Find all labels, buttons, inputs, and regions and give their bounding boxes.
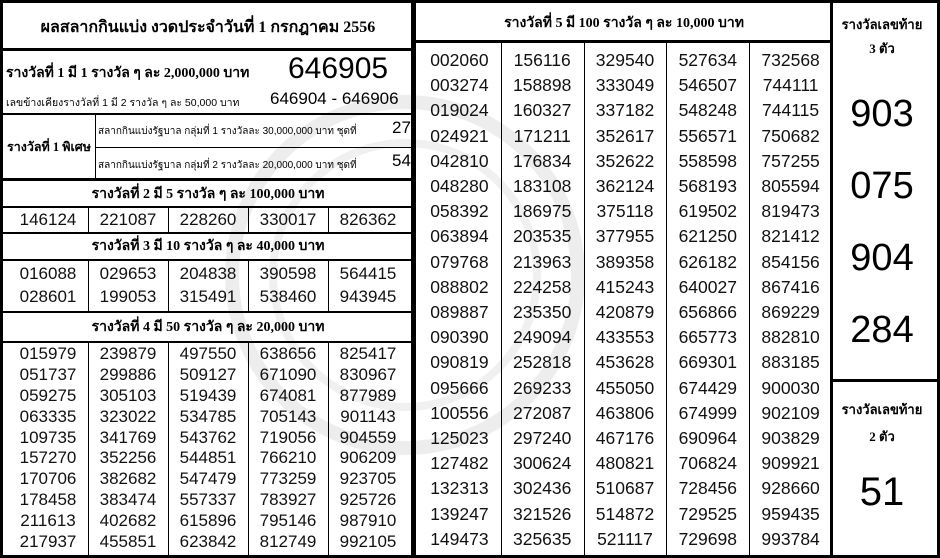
last3-label-line1: รางวัลเลขท้าย — [841, 17, 923, 32]
prize5-number: 321526 — [512, 503, 572, 524]
prize4-number: 063335 — [19, 406, 77, 426]
border-outer-left — [0, 0, 3, 558]
prize1-number: 646905 — [288, 52, 389, 85]
prize5-number: 854156 — [761, 251, 820, 272]
prize5-number: 269233 — [512, 377, 572, 398]
prize4-number: 109735 — [19, 427, 77, 447]
prize3-number: 564415 — [339, 263, 397, 283]
prize5-number: 463806 — [595, 402, 655, 423]
special-row2-text: สลากกินแบ่งรัฐบาล กลุ่มที่ 2 รางวัลละ 20,000,000 บาท ชุดที่ — [98, 160, 357, 171]
prize4-number: 925726 — [339, 489, 397, 509]
prize4-label: รางวัลที่ 4 มี 50 รางวัล ๆ ละ 20,000 บาท — [91, 320, 325, 335]
prize5-number: 377955 — [595, 226, 655, 247]
prize5-number: 674429 — [678, 377, 737, 398]
prize4-number: 299886 — [99, 365, 157, 385]
prize5-column-line — [749, 40, 750, 555]
prize2-column-line — [328, 206, 329, 234]
prize5-number: 158898 — [512, 75, 572, 96]
prize3-number: 016088 — [19, 263, 77, 283]
prize2-grid — [8, 208, 408, 232]
prize5-number: 959435 — [761, 503, 820, 524]
prize2-column-line — [248, 206, 249, 234]
prize4-number: 674081 — [259, 385, 317, 405]
prize5-number: 928660 — [761, 478, 820, 499]
prize3-number: 390598 — [259, 263, 317, 283]
prize5-number: 302436 — [512, 478, 572, 499]
prize3-column-line — [328, 259, 329, 313]
divider-left-middle — [411, 0, 416, 558]
prize5-number: 821412 — [761, 226, 820, 247]
prize2-label: รางวัลที่ 2 มี 5 รางวัล ๆ ละ 100,000 บาท — [91, 187, 325, 202]
prize5-number: 805594 — [761, 176, 820, 197]
prize4-number: 719056 — [259, 427, 317, 447]
prize5-number: 203535 — [512, 226, 572, 247]
prize5-number: 171211 — [513, 125, 571, 146]
prize5-number: 669301 — [678, 352, 737, 373]
prize5-number: 757255 — [761, 150, 820, 171]
line-under-prize3-grid — [0, 311, 412, 313]
prize4-number: 773259 — [259, 469, 317, 489]
prize5-number: 690964 — [678, 428, 737, 449]
prize2-column-line — [168, 206, 169, 234]
prize5-grid — [418, 48, 832, 552]
prize4-column-line — [328, 341, 329, 555]
prize4-column-line — [168, 341, 169, 555]
prize5-number: 300624 — [512, 453, 572, 474]
prize5-number: 621250 — [678, 226, 737, 247]
prize5-number: 455050 — [595, 377, 655, 398]
prize5-number: 750682 — [761, 125, 820, 146]
prize4-number: 455851 — [99, 531, 157, 551]
prize5-number: 149473 — [430, 528, 489, 549]
prize5-number: 640027 — [678, 276, 737, 297]
special-row1-set: 27 — [392, 118, 411, 137]
last3-number: 904 — [850, 236, 914, 279]
prize5-number: 527634 — [678, 50, 737, 71]
prize3-number: 315491 — [179, 286, 237, 306]
prize4-number: 812749 — [259, 531, 317, 551]
prize4-number: 795146 — [259, 510, 317, 530]
last2-label-line2: 2 ตัว — [869, 429, 895, 444]
prize2-column-line — [88, 206, 89, 234]
prize5-number: 869229 — [761, 302, 820, 323]
prize3-number: 199053 — [99, 286, 157, 306]
prize4-number: 239879 — [99, 344, 157, 364]
line-above-prize3-grid — [0, 259, 412, 261]
prize5-number: 728456 — [678, 478, 737, 499]
line-right-separator — [830, 379, 940, 382]
prize4-number: 901143 — [340, 406, 396, 426]
prize5-label: รางวัลที่ 5 มี 100 รางวัล ๆ ละ 10,000 บาท — [504, 16, 744, 31]
prize4-number: 987910 — [339, 510, 397, 530]
prize3-number: 204838 — [179, 263, 237, 283]
line-under-title — [0, 48, 412, 51]
prize5-number: 048280 — [430, 176, 489, 197]
line-under-prize5-header — [411, 40, 832, 43]
prize4-number: 992105 — [339, 531, 397, 551]
prize4-number: 544851 — [179, 448, 237, 468]
prize5-number: 156116 — [513, 50, 571, 71]
prize3-column-line — [88, 259, 89, 313]
prize1-label: รางวัลที่ 1 มี 1 รางวัล ๆ ละ 2,000,000 บาท — [6, 66, 250, 81]
line-special-left — [95, 113, 96, 178]
prize4-number: 015979 — [19, 344, 77, 364]
prize4-number: 923705 — [339, 469, 397, 489]
prize5-number: 252818 — [512, 352, 572, 373]
last3-number: 284 — [850, 308, 914, 351]
prize5-column-line — [666, 40, 667, 555]
prize4-number: 509127 — [179, 365, 237, 385]
prize4-grid — [8, 344, 408, 552]
prize5-number: 883185 — [761, 352, 820, 373]
prize5-number: 674999 — [678, 402, 737, 423]
line-under-prize1 — [0, 113, 412, 115]
prize5-number: 362124 — [595, 176, 655, 197]
prize4-column-line — [88, 341, 89, 555]
prize4-number: 638656 — [259, 344, 317, 364]
prize5-number: 058392 — [430, 201, 489, 222]
prize5-number: 433553 — [595, 327, 655, 348]
prize5-number: 337182 — [595, 100, 655, 121]
prize5-number: 558598 — [678, 150, 737, 171]
prize4-number: 543762 — [179, 427, 237, 447]
prize5-number: 568193 — [678, 176, 737, 197]
prize2-number: 826362 — [339, 210, 397, 229]
prize3-grid — [8, 262, 408, 308]
prize5-number: 095666 — [430, 377, 489, 398]
prize4-number: 519439 — [179, 385, 237, 405]
prize4-number: 170706 — [19, 469, 77, 489]
prize5-number: 420879 — [595, 302, 655, 323]
prize5-number: 867416 — [761, 276, 820, 297]
prize4-number: 341769 — [99, 427, 157, 447]
prize5-number: 003274 — [430, 75, 489, 96]
last3-label-line2: 3 ตัว — [869, 41, 895, 56]
prize5-number: 993784 — [761, 528, 820, 549]
prize5-number: 744111 — [762, 75, 819, 96]
prize5-number: 556571 — [678, 125, 737, 146]
prize5-number: 063894 — [430, 226, 489, 247]
prize3-number: 028601 — [19, 286, 77, 306]
divider-middle-right — [830, 0, 833, 558]
prize5-number: 480821 — [595, 453, 655, 474]
line-above-prize4-grid — [0, 341, 412, 343]
prize4-number: 497550 — [179, 344, 237, 364]
prize5-number: 514872 — [595, 503, 655, 524]
prize5-number: 176834 — [512, 150, 572, 171]
prize4-column-line — [248, 341, 249, 555]
prize2-number: 228260 — [179, 210, 237, 229]
prize4-number: 383474 — [99, 489, 157, 509]
prize3-number: 538460 — [259, 286, 317, 306]
last3-number: 075 — [850, 164, 914, 207]
prize5-number: 389358 — [595, 251, 655, 272]
prize3-label: รางวัลที่ 3 มี 10 รางวัล ๆ ละ 40,000 บาท — [91, 239, 325, 254]
prize5-number: 213963 — [512, 251, 572, 272]
prize5-number: 903829 — [761, 428, 820, 449]
prize4-number: 382682 — [99, 469, 157, 489]
prize5-number: 235350 — [512, 302, 572, 323]
prize1-adjacent-numbers: 646904 - 646906 — [270, 89, 399, 108]
prize4-number: 557337 — [179, 489, 237, 509]
prize5-number: 019024 — [430, 100, 489, 121]
prize5-number: 352617 — [595, 125, 655, 146]
special-row2-set: 54 — [392, 151, 411, 170]
prize4-number: 323022 — [99, 406, 157, 426]
prize2-number: 146124 — [19, 210, 77, 229]
prize5-number: 375118 — [596, 201, 654, 222]
prize5-column-line — [584, 40, 585, 555]
prize5-column-line — [501, 40, 502, 555]
prize5-number: 744115 — [762, 100, 820, 121]
prize5-number: 882810 — [761, 327, 820, 348]
line-above-prize2-grid — [0, 206, 412, 208]
special-row1-text: สลากกินแบ่งรัฐบาล กลุ่มที่ 1 รางวัลละ 30,000,000 บาท ชุดที่ — [98, 126, 357, 137]
prize4-number: 783927 — [259, 489, 317, 509]
prize5-number: 352622 — [595, 150, 655, 171]
prize5-number: 415243 — [595, 276, 655, 297]
prize4-number: 766210 — [259, 448, 317, 468]
prize5-number: 132313 — [430, 478, 489, 499]
prize5-number: 732568 — [761, 50, 820, 71]
prize5-number: 100556 — [430, 402, 489, 423]
prize4-number: 352256 — [99, 448, 157, 468]
prize5-number: 329540 — [595, 50, 655, 71]
prize5-number: 272087 — [512, 402, 572, 423]
special-prize-label: รางวัลที่ 1 พิเศษ — [7, 140, 91, 154]
prize5-number: 125023 — [430, 428, 489, 449]
prize5-number: 333049 — [595, 75, 655, 96]
prize5-number: 902109 — [761, 402, 820, 423]
last3-number: 903 — [850, 92, 914, 135]
prize4-number: 825417 — [339, 344, 397, 364]
prize1-adjacent-label: เลขข้างเคียงรางวัลที่ 1 มี 2 รางวัล ๆ ละ 50,000 บาท — [6, 97, 240, 109]
prize4-number: 830967 — [339, 365, 397, 385]
prize4-number: 547479 — [179, 469, 237, 489]
prize5-number: 325635 — [512, 528, 572, 549]
prize4-number: 906209 — [339, 448, 397, 468]
prize5-number: 453628 — [595, 352, 655, 373]
line-under-prize2-grid — [0, 232, 412, 234]
prize4-number: 157270 — [19, 448, 77, 468]
prize5-number: 224258 — [512, 276, 572, 297]
prize4-number: 402682 — [99, 510, 157, 530]
prize4-number: 877989 — [339, 385, 397, 405]
prize5-number: 900030 — [761, 377, 820, 398]
prize5-number: 706824 — [678, 453, 737, 474]
prize5-number: 548248 — [678, 100, 737, 121]
prize4-number: 705143 — [259, 406, 317, 426]
prize5-number: 186975 — [512, 201, 572, 222]
prize5-number: 042810 — [430, 150, 489, 171]
prize4-number: 623842 — [179, 531, 237, 551]
prize5-number: 088802 — [430, 276, 489, 297]
prize5-number: 024921 — [430, 125, 489, 146]
prize5-number: 139247 — [430, 503, 489, 524]
prize4-number: 211613 — [20, 510, 76, 530]
prize5-number: 521117 — [597, 528, 653, 549]
prize4-number: 671090 — [259, 365, 317, 385]
prize4-number: 217937 — [19, 531, 77, 551]
prize5-number: 510687 — [595, 478, 655, 499]
prize5-number: 090390 — [430, 327, 489, 348]
prize4-number: 305103 — [99, 385, 157, 405]
prize5-number: 002060 — [430, 50, 489, 71]
prize4-number: 615896 — [179, 510, 237, 530]
prize5-number: 619502 — [678, 201, 737, 222]
prize3-number: 943945 — [339, 286, 397, 306]
page-title: ผลสลากกินแบ่ง งวดประจำวันที่ 1 กรกฎาคม 2556 — [40, 18, 376, 36]
prize5-number: 819473 — [761, 201, 820, 222]
prize5-number: 079768 — [430, 251, 489, 272]
prize5-number: 089887 — [430, 302, 489, 323]
prize4-number: 059275 — [19, 385, 77, 405]
prize2-number: 221087 — [99, 210, 157, 229]
prize5-number: 729698 — [678, 528, 737, 549]
border-outer-top — [0, 0, 940, 3]
line-under-special — [0, 178, 412, 181]
prize5-number: 546507 — [678, 75, 737, 96]
prize5-number: 909921 — [761, 453, 820, 474]
prize4-number: 904559 — [339, 427, 397, 447]
prize5-number: 297240 — [512, 428, 572, 449]
prize5-number: 160327 — [512, 100, 572, 121]
prize4-number: 534785 — [179, 406, 237, 426]
prize2-number: 330017 — [259, 210, 317, 229]
prize5-number: 626182 — [678, 251, 737, 272]
line-special-divider — [95, 147, 412, 148]
prize4-number: 178458 — [19, 489, 77, 509]
last3-numbers — [832, 78, 932, 368]
prize5-number: 090819 — [430, 352, 489, 373]
prize5-number: 467176 — [595, 428, 655, 449]
prize3-column-line — [248, 259, 249, 313]
prize5-number: 127482 — [430, 453, 489, 474]
last2-number: 51 — [859, 470, 905, 514]
prize5-number: 665773 — [678, 327, 737, 348]
prize3-number: 029653 — [99, 263, 157, 283]
prize5-number: 183108 — [512, 176, 572, 197]
prize5-number: 729525 — [678, 503, 737, 524]
prize4-number: 051737 — [19, 365, 77, 385]
prize5-number: 249094 — [512, 327, 572, 348]
prize3-column-line — [168, 259, 169, 313]
last2-label-line1: รางวัลเลขท้าย — [841, 402, 923, 417]
prize5-number: 656866 — [678, 302, 737, 323]
